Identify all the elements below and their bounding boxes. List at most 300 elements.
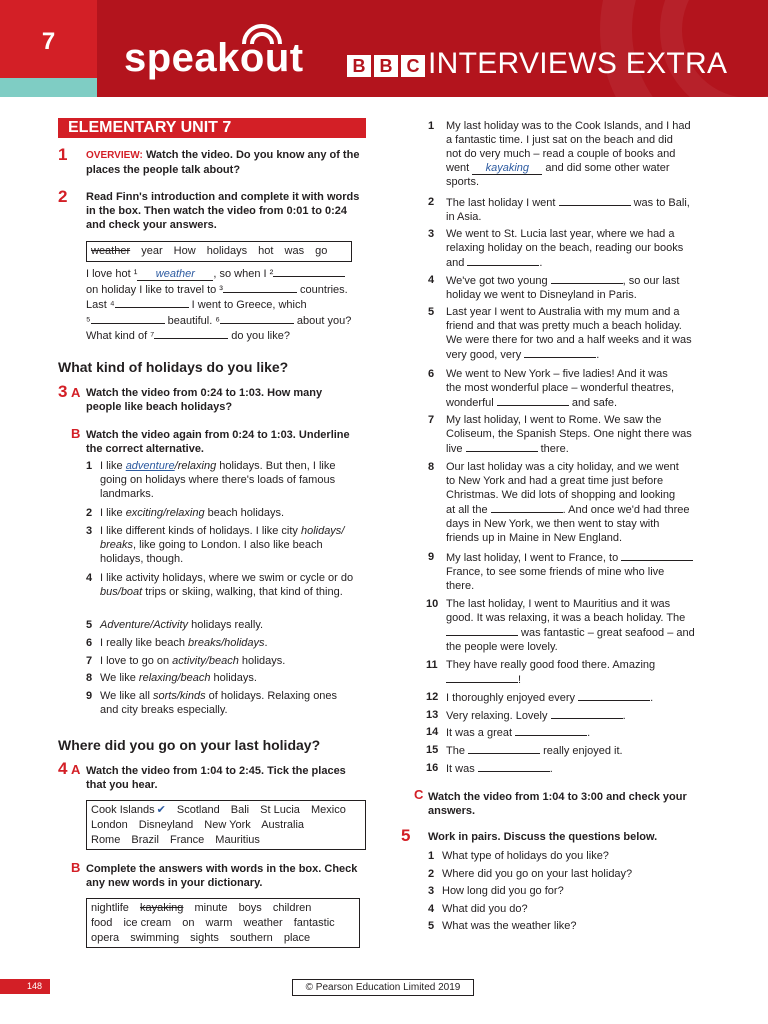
alternative-separator: / (221, 637, 225, 649)
overview-label: OVERVIEW: (86, 150, 143, 161)
list-item (428, 919, 708, 933)
list-item (428, 305, 718, 362)
item-text (428, 761, 718, 776)
item-number: 9 (428, 551, 435, 563)
alternative-option[interactable]: exciting (125, 507, 163, 519)
item-text (428, 708, 718, 723)
item-number: 12 (426, 691, 439, 703)
word-box-item: place (283, 932, 311, 944)
teal-strip (0, 78, 97, 97)
text-line: the most wonderful place – wonderful theatres, (446, 382, 675, 394)
series-title: INTERVIEWS EXTRA (428, 47, 728, 80)
list-item (428, 460, 718, 545)
gap-blank[interactable] (220, 313, 294, 324)
alternative-option[interactable]: adventure (125, 460, 175, 472)
item-text (428, 367, 718, 410)
exercise-number: 3 (58, 382, 68, 401)
list-item (86, 671, 356, 685)
answer-example: weather (137, 268, 213, 281)
text-fragment: at all the (446, 504, 491, 516)
item-text (86, 571, 356, 599)
text-line: Our last holiday was a city holiday, and we went (446, 461, 679, 473)
answer-example: kayaking (472, 162, 542, 175)
text-line: We went to St. Lucia last year, where we had a (446, 228, 675, 240)
text-fragment: I really like beach (100, 637, 189, 649)
text-line: relaxing holiday on the beach, reading our books (446, 242, 684, 254)
list-item (428, 884, 708, 898)
item-number: 1 (428, 120, 435, 132)
item-number: 13 (426, 709, 439, 721)
text-fragment: I like different kinds of holidays. I like city (100, 525, 301, 537)
text-line: Last year I went to Australia with my mum and a (446, 306, 680, 318)
text-line (446, 625, 718, 640)
text-fragment: . (596, 349, 600, 361)
text-line: good. It was relaxing, it was a beach holiday. The (446, 612, 686, 624)
word-box-item: kayaking (139, 902, 184, 914)
word-box-item: southern (229, 932, 273, 944)
text-fragment: It was a great (446, 727, 516, 739)
gap-blank[interactable] (497, 395, 569, 406)
gap-blank[interactable] (446, 625, 518, 636)
text-line: Christmas. We did lots of shopping and looking (446, 489, 676, 501)
list-item (428, 413, 718, 456)
item-text: Where did you go on your last holiday? (442, 867, 633, 880)
exercise-1 (86, 148, 368, 177)
item-number: 2 (86, 507, 93, 519)
list-item (86, 524, 356, 566)
text-fragment: ⁵ (86, 314, 91, 327)
text-line: in Asia. (446, 211, 482, 223)
item-text (86, 671, 356, 685)
text-fragment: beautiful. ⁶ (167, 314, 220, 327)
item-text (428, 743, 718, 758)
item-text (86, 524, 356, 566)
place-item: Rome (91, 834, 121, 846)
tick-icon: ✔ (156, 804, 166, 816)
text-line (446, 708, 718, 723)
item-number: 7 (428, 414, 435, 426)
word-box-item: children (272, 902, 312, 914)
alternative-separator: / (174, 460, 178, 472)
place-item: Cook Islands (91, 804, 155, 816)
alternative-option[interactable]: Adventure (100, 619, 151, 631)
alternative-separator: / (341, 525, 345, 537)
alternative-option[interactable]: relaxing (138, 672, 178, 684)
text-fragment: . (650, 692, 654, 704)
word-box-item: weather (91, 245, 131, 257)
list-item (428, 273, 718, 302)
text-fragment: about you? (296, 314, 352, 327)
text-line: sports. (446, 176, 480, 188)
exercise-instruction: Watch the video from 1:04 to 2:45. Tick the places that you hear. (86, 765, 346, 791)
alternative-option[interactable]: kinds (179, 690, 206, 702)
text-line: friends up in Maine in New England. (446, 532, 623, 544)
word-box-item: holidays (206, 245, 248, 257)
alternative-option[interactable]: relaxing (177, 460, 217, 472)
text-fragment: It was (446, 763, 478, 775)
gap-fill-text (86, 266, 376, 344)
place-item: Mauritius (215, 834, 260, 846)
text-line (446, 161, 718, 175)
item-number: 4 (428, 902, 435, 915)
item-number: 1 (428, 850, 435, 862)
item-number: 3 (86, 525, 93, 537)
word-box-item: ice cream (123, 917, 172, 929)
place-item: Australia (261, 819, 304, 831)
gap-blank[interactable] (478, 761, 550, 772)
gap-blank[interactable] (621, 550, 693, 561)
gap-blank[interactable] (466, 441, 538, 452)
word-box (86, 898, 360, 948)
text-line (446, 550, 718, 565)
gap-blank[interactable] (578, 690, 650, 701)
item-text (428, 690, 718, 705)
text-fragment: beach holidays. (204, 507, 285, 519)
text-fragment: . (264, 637, 268, 649)
exercise-instruction: Watch the video from 1:04 to 3:00 and check your answers. (428, 791, 687, 817)
unit-number: 7 (41, 28, 56, 55)
exercise-instruction: Watch the video. Do you know any of the places the people talk about? (86, 149, 360, 176)
word-box-item: food (91, 917, 113, 929)
text-fragment: . (587, 727, 591, 739)
text-line: not do very much – read a couple of books and (446, 148, 676, 160)
word-box-item: minute (194, 902, 228, 914)
gap-blank[interactable] (91, 313, 165, 324)
text-fragment: holidays. But then, I like going on holidays where there's loads of famous landmarks. (100, 460, 336, 500)
exercise-instruction: Watch the video again from 0:24 to 1:03. Underline the correct alternative. (86, 429, 350, 455)
text-line (446, 761, 718, 776)
alternative-option[interactable]: sorts (152, 690, 177, 702)
text-line: They have really good food there. Amazing (446, 659, 656, 671)
item-number: 8 (428, 461, 435, 473)
text-fragment: I love hot ¹ (86, 268, 138, 280)
text-line: holiday we went to Disneyland in Paris. (446, 289, 637, 301)
list-item (86, 689, 356, 717)
text-line (446, 743, 718, 758)
list-item (428, 902, 708, 916)
unit-tab (0, 0, 97, 78)
word-box-item: hot (258, 245, 274, 257)
item-number: 4 (428, 274, 435, 286)
text-line (446, 395, 718, 410)
bbc-logo (347, 55, 425, 77)
text-line: My last holiday, I went to Rome. We saw the (446, 414, 662, 426)
item-number: 6 (86, 637, 93, 649)
word-box-item: on (182, 917, 195, 929)
speakout-logo: speakout (124, 36, 304, 80)
gap-blank[interactable] (154, 328, 228, 339)
text-fragment: I went to Greece, which (191, 299, 307, 311)
text-fragment: on holiday I like to travel to ³ (86, 283, 223, 296)
gap-blank[interactable] (491, 502, 563, 513)
list-item (428, 119, 718, 189)
signal-arc-icon (240, 18, 284, 48)
item-text (428, 597, 718, 654)
text-fragment: The last holiday I went (446, 197, 559, 209)
text-fragment: and safe. (568, 397, 618, 409)
text-fragment: do you like? (231, 330, 290, 342)
item-number: 3 (428, 228, 435, 240)
text-fragment: and (446, 257, 468, 269)
item-text: How long did you go for? (442, 885, 564, 897)
item-number: 15 (426, 744, 439, 756)
item-text (86, 654, 356, 668)
text-fragment: We like (100, 672, 139, 684)
exercise-letter: B (71, 426, 81, 441)
item-text (428, 195, 718, 224)
exercise-letter: A (71, 762, 81, 777)
gap-blank[interactable] (524, 347, 596, 358)
text-fragment: ! (518, 674, 522, 686)
alternative-option[interactable]: activity (172, 655, 206, 667)
item-text (428, 658, 718, 687)
exercise-instruction: Work in pairs. Discuss the questions below. (428, 831, 658, 843)
item-text (86, 618, 356, 632)
text-line (446, 195, 718, 210)
exercise-instruction: Complete the answers with words in the box. Check any new words in your dictionary. (86, 863, 358, 889)
word-box-item: warm (205, 917, 233, 929)
alternative-option[interactable]: holidays (300, 525, 342, 537)
gap-blank[interactable] (559, 195, 631, 206)
alternative-separator: / (205, 655, 209, 667)
gap-blank[interactable] (515, 725, 587, 736)
item-number: 2 (428, 196, 435, 208)
exercise-letter: B (71, 860, 81, 875)
text-fragment: . (539, 257, 543, 269)
text-line (446, 672, 718, 687)
word-box-item: year (141, 245, 163, 257)
text-fragment: was fantastic – great seafood – and (518, 627, 695, 639)
place-item: Brazil (131, 834, 159, 846)
alternative-option[interactable]: relaxing (166, 507, 205, 519)
place-item: Bali (230, 804, 250, 816)
place-item: St Lucia (260, 804, 300, 816)
text-line: We were there for two and a half weeks and it was (446, 334, 692, 346)
word-box-item: fantastic (293, 917, 335, 929)
copyright-notice: © Pearson Education Limited 2019 (292, 979, 474, 996)
text-fragment: . (622, 710, 626, 722)
item-text (86, 506, 356, 520)
item-text (86, 689, 356, 717)
item-number: 5 (428, 306, 435, 318)
list-item (428, 743, 718, 758)
text-line: there. (446, 580, 475, 592)
exercise-letter: C (414, 787, 424, 802)
alternative-option[interactable]: boat (120, 586, 143, 598)
gap-blank[interactable] (446, 672, 518, 683)
gap-blank[interactable] (468, 743, 540, 754)
text-fragment: holidays really. (188, 619, 264, 631)
text-fragment: really enjoyed it. (540, 745, 623, 757)
list-item (428, 849, 708, 863)
list-item (428, 725, 718, 740)
text-line (446, 255, 718, 270)
item-number: 10 (426, 598, 439, 610)
place-item: London (91, 819, 128, 831)
alternative-option[interactable]: beach (208, 655, 239, 667)
list-item (428, 597, 718, 654)
list-item (86, 654, 356, 668)
alternative-option[interactable]: bus (100, 586, 118, 598)
bbc-letter: B (347, 55, 371, 77)
text-line: to New York and had a great time just before (446, 475, 664, 487)
word-box-item: go (315, 245, 328, 257)
unit-title: ELEMENTARY UNIT 7 (58, 118, 366, 138)
text-fragment: , so when I ² (213, 268, 274, 280)
word-box-item: weather (243, 917, 283, 929)
text-line: days in New York, we then went to stay with (446, 518, 660, 530)
bbc-letter: C (401, 55, 425, 77)
item-number: 9 (86, 690, 93, 702)
text-line: Coliseum, the Spanish Steps. One night there was (446, 428, 692, 440)
section-heading: Where did you go on your last holiday? (58, 737, 321, 753)
text-fragment: I like activity holidays, where we swim or cycle or do (100, 572, 354, 584)
item-text (428, 413, 718, 456)
item-text (428, 305, 718, 362)
item-text: What was the weather like? (442, 920, 577, 932)
text-line (446, 725, 718, 740)
item-number: 5 (428, 920, 435, 932)
item-text (428, 725, 718, 740)
place-item: Mexico (310, 804, 346, 816)
text-fragment: I thoroughly enjoyed every (446, 692, 579, 704)
item-text (86, 636, 356, 650)
item-text: What did you do? (442, 902, 528, 915)
item-text (428, 227, 718, 270)
text-fragment: , like going to London. I also like beach holidays, though. (100, 539, 323, 565)
gap-blank[interactable] (551, 273, 623, 284)
item-number: 14 (426, 726, 439, 738)
exercise-instruction: Read Finn's introduction and complete it with words in the box. Then watch the video from 0:01 to 0:24 and check your answers. (86, 191, 360, 231)
place-item: Disneyland (138, 819, 194, 831)
gap-blank[interactable] (115, 297, 189, 308)
text-line (446, 502, 718, 517)
exercise-number: 4 (58, 759, 68, 778)
alternative-option[interactable]: Activity (153, 619, 189, 631)
alternative-separator: / (117, 586, 121, 598)
gap-blank[interactable] (273, 266, 345, 277)
alternative-option[interactable]: breaks (188, 637, 222, 649)
text-line: We went to New York – five ladies! And it was (446, 368, 668, 380)
place-item: New York (204, 819, 251, 831)
item-number: 3 (428, 885, 435, 897)
word-box-item: opera (91, 932, 120, 944)
word-box-item: was (284, 245, 305, 257)
bbc-letter: B (374, 55, 398, 77)
alternative-option[interactable]: breaks (100, 539, 134, 551)
text-fragment: live (446, 443, 466, 455)
word-box-item: boys (238, 902, 262, 914)
text-fragment: countries. (300, 283, 348, 296)
alternative-option[interactable]: holidays (224, 637, 265, 649)
list-item (86, 636, 356, 650)
exercise-letter: A (71, 385, 81, 400)
text-fragment: I like (100, 507, 126, 519)
text-fragment: The (446, 745, 469, 757)
item-number: 4 (86, 572, 93, 584)
word-box (86, 241, 352, 262)
list-item (428, 195, 718, 224)
text-line: the people were lovely. (446, 641, 558, 653)
section-heading: What kind of holidays do you like? (58, 359, 289, 375)
exercise-number: 2 (58, 187, 68, 206)
item-number: 8 (86, 672, 93, 684)
list-item (428, 690, 718, 705)
gap-blank[interactable] (467, 255, 539, 266)
exercise-number: 5 (401, 826, 411, 845)
exercise-instruction: Watch the video from 0:24 to 1:03. How many people like beach holidays? (86, 387, 323, 413)
text-fragment: wonderful (446, 397, 497, 409)
text-fragment: there. (537, 443, 569, 455)
text-fragment: We like all (100, 690, 153, 702)
item-number: 2 (428, 867, 435, 880)
text-line (446, 347, 718, 362)
text-fragment: . (549, 763, 553, 775)
places-box (86, 800, 366, 850)
list-item (86, 459, 356, 501)
text-fragment: . And once we'd had three (562, 504, 690, 516)
page-header (0, 0, 768, 97)
text-line (446, 273, 718, 288)
text-fragment: holidays. (238, 655, 286, 667)
text-line: a fantastic time. I just sat on the beach and did (446, 134, 673, 146)
list-item (428, 761, 718, 776)
item-text (86, 459, 356, 501)
word-box-item: swimming (130, 932, 180, 944)
list-item (428, 658, 718, 687)
alternative-separator: / (176, 690, 180, 702)
list-item (428, 550, 718, 593)
gap-blank[interactable] (551, 708, 623, 719)
place-item: France (169, 834, 205, 846)
text-fragment: I love to go on (100, 655, 173, 667)
text-fragment: was to Bali, (630, 197, 690, 209)
word-box-item: How (173, 245, 196, 257)
gap-blank[interactable] (223, 282, 297, 293)
text-fragment: What kind of ⁷ (86, 330, 155, 342)
text-line: The last holiday, I went to Mauritius and it was (446, 598, 671, 610)
text-fragment: very good, very (446, 349, 525, 361)
text-fragment: holidays. (210, 672, 257, 684)
list-item (86, 506, 356, 520)
item-text (428, 273, 718, 302)
word-box-item: nightlife (91, 902, 129, 914)
alternative-separator: / (162, 507, 167, 519)
item-number: 11 (426, 659, 438, 671)
list-item (86, 571, 356, 599)
item-text: What type of holidays do you like? (442, 850, 609, 862)
text-fragment: of holidays. Relaxing ones and city breaks especially. (100, 690, 338, 716)
item-number: 5 (86, 619, 93, 631)
text-line: friend and that was pretty much a beach holiday. (446, 320, 682, 332)
text-line: My last holiday was to the Cook Islands, and I had (446, 120, 691, 132)
text-fragment: and did some other water (542, 162, 670, 174)
item-number: 16 (426, 762, 439, 774)
alternative-separator: / (150, 619, 154, 631)
place-item: Scotland (176, 804, 220, 816)
alternative-option[interactable]: beach (180, 672, 211, 684)
word-box-item: sights (190, 932, 219, 944)
text-fragment: trips or skiing, walking, that kind of thing. (142, 586, 343, 598)
item-text (428, 460, 718, 545)
text-line: France, to see some friends of mine who live (446, 566, 665, 578)
item-number: 7 (86, 655, 93, 667)
text-line (446, 441, 718, 456)
page-number: 148 (0, 979, 50, 994)
text-fragment: , so our last (622, 275, 680, 287)
list-item (428, 227, 718, 270)
item-text (428, 550, 718, 593)
